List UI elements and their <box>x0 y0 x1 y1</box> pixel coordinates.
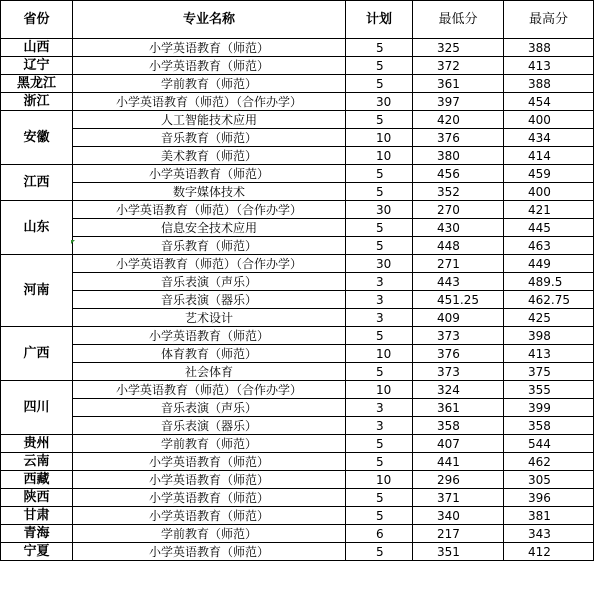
max-score-cell: 400 <box>504 111 594 129</box>
major-cell: 小学英语教育（师范） <box>73 471 346 489</box>
table-row <box>1 291 594 309</box>
header-plan: 计划 <box>346 1 413 39</box>
plan-cell: 5 <box>346 453 413 471</box>
province-cell: 云南 <box>1 453 73 471</box>
header-min-score: 最低分 <box>413 1 504 39</box>
min-score-cell: 361 <box>413 75 504 93</box>
province-cell: 广西 <box>1 327 73 381</box>
plan-cell: 5 <box>346 237 413 255</box>
max-score-cell: 463 <box>504 237 594 255</box>
plan-cell: 30 <box>346 93 413 111</box>
max-score-cell: 413 <box>504 345 594 363</box>
min-score-cell: 448 <box>413 237 504 255</box>
major-cell: 小学英语教育（师范） <box>73 453 346 471</box>
table-row <box>1 39 594 57</box>
min-score-cell: 296 <box>413 471 504 489</box>
min-score-cell: 325 <box>413 39 504 57</box>
province-cell: 贵州 <box>1 435 73 453</box>
min-score-cell: 340 <box>413 507 504 525</box>
major-cell: 小学英语教育（师范） <box>73 165 346 183</box>
major-cell: 小学英语教育（师范） <box>73 39 346 57</box>
min-score-cell: 376 <box>413 129 504 147</box>
table-row <box>1 129 594 147</box>
table-row <box>1 255 594 273</box>
min-score-cell: 380 <box>413 147 504 165</box>
min-score-cell: 456 <box>413 165 504 183</box>
plan-cell: 5 <box>346 39 413 57</box>
major-cell: 艺术设计 <box>73 309 346 327</box>
max-score-cell: 413 <box>504 57 594 75</box>
major-cell: 音乐表演（声乐） <box>73 399 346 417</box>
province-cell: 河南 <box>1 255 73 327</box>
major-cell: 小学英语教育（师范） <box>73 543 346 561</box>
max-score-cell: 449 <box>504 255 594 273</box>
table-row <box>1 219 594 237</box>
plan-cell: 5 <box>346 489 413 507</box>
table-row <box>1 435 594 453</box>
min-score-cell: 270 <box>413 201 504 219</box>
header-major: 专业名称 <box>73 1 346 39</box>
min-score-cell: 409 <box>413 309 504 327</box>
plan-cell: 5 <box>346 363 413 381</box>
major-cell: 小学英语教育（师范）（合作办学） <box>73 93 346 111</box>
plan-cell: 30 <box>346 255 413 273</box>
plan-cell: 10 <box>346 471 413 489</box>
table-row <box>1 381 594 399</box>
cell-comment-marker-icon <box>71 240 75 244</box>
max-score-cell: 462.75 <box>504 291 594 309</box>
max-score-cell: 489.5 <box>504 273 594 291</box>
max-score-cell: 400 <box>504 183 594 201</box>
min-score-cell: 376 <box>413 345 504 363</box>
max-score-cell: 445 <box>504 219 594 237</box>
min-score-cell: 324 <box>413 381 504 399</box>
table-row <box>1 93 594 111</box>
table-row <box>1 165 594 183</box>
major-cell: 信息安全技术应用 <box>73 219 346 237</box>
major-cell: 学前教育（师范） <box>73 75 346 93</box>
max-score-cell: 381 <box>504 507 594 525</box>
header-max-score: 最高分 <box>504 1 594 39</box>
max-score-cell: 454 <box>504 93 594 111</box>
min-score-cell: 373 <box>413 363 504 381</box>
table-row <box>1 111 594 129</box>
max-score-cell: 396 <box>504 489 594 507</box>
major-cell: 音乐教育（师范） <box>73 237 346 255</box>
table-row <box>1 201 594 219</box>
table-row <box>1 237 594 255</box>
min-score-cell: 358 <box>413 417 504 435</box>
min-score-cell: 441 <box>413 453 504 471</box>
province-cell: 西藏 <box>1 471 73 489</box>
table-row <box>1 399 594 417</box>
province-cell: 辽宁 <box>1 57 73 75</box>
max-score-cell: 358 <box>504 417 594 435</box>
min-score-cell: 372 <box>413 57 504 75</box>
plan-cell: 3 <box>346 399 413 417</box>
max-score-cell: 462 <box>504 453 594 471</box>
major-cell: 音乐教育（师范） <box>73 129 346 147</box>
major-cell: 小学英语教育（师范）（合作办学） <box>73 201 346 219</box>
min-score-cell: 420 <box>413 111 504 129</box>
max-score-cell: 421 <box>504 201 594 219</box>
plan-cell: 3 <box>346 291 413 309</box>
province-cell: 山西 <box>1 39 73 57</box>
max-score-cell: 412 <box>504 543 594 561</box>
province-cell: 宁夏 <box>1 543 73 561</box>
major-cell: 小学英语教育（师范） <box>73 57 346 75</box>
min-score-cell: 352 <box>413 183 504 201</box>
table-row <box>1 345 594 363</box>
plan-cell: 5 <box>346 57 413 75</box>
plan-cell: 5 <box>346 507 413 525</box>
major-cell: 学前教育（师范） <box>73 435 346 453</box>
province-cell: 黑龙江 <box>1 75 73 93</box>
plan-cell: 3 <box>346 273 413 291</box>
major-cell: 小学英语教育（师范） <box>73 327 346 345</box>
max-score-cell: 305 <box>504 471 594 489</box>
plan-cell: 5 <box>346 219 413 237</box>
max-score-cell: 375 <box>504 363 594 381</box>
min-score-cell: 451.25 <box>413 291 504 309</box>
plan-cell: 5 <box>346 183 413 201</box>
max-score-cell: 399 <box>504 399 594 417</box>
plan-cell: 10 <box>346 147 413 165</box>
province-cell: 江西 <box>1 165 73 201</box>
province-cell: 陕西 <box>1 489 73 507</box>
plan-cell: 6 <box>346 525 413 543</box>
plan-cell: 3 <box>346 417 413 435</box>
major-cell: 数字媒体技术 <box>73 183 346 201</box>
province-cell: 浙江 <box>1 93 73 111</box>
table-row <box>1 183 594 201</box>
table-row <box>1 363 594 381</box>
province-cell: 甘肃 <box>1 507 73 525</box>
table-row <box>1 507 594 525</box>
plan-cell: 10 <box>346 345 413 363</box>
plan-cell: 30 <box>346 201 413 219</box>
table-row <box>1 309 594 327</box>
min-score-cell: 217 <box>413 525 504 543</box>
max-score-cell: 434 <box>504 129 594 147</box>
table-row <box>1 327 594 345</box>
table-row <box>1 543 594 561</box>
table-row <box>1 417 594 435</box>
major-cell: 小学英语教育（师范） <box>73 489 346 507</box>
table-row <box>1 273 594 291</box>
table-row <box>1 489 594 507</box>
plan-cell: 5 <box>346 111 413 129</box>
major-cell: 小学英语教育（师范）（合作办学） <box>73 381 346 399</box>
plan-cell: 5 <box>346 75 413 93</box>
table-row <box>1 525 594 543</box>
major-cell: 学前教育（师范） <box>73 525 346 543</box>
min-score-cell: 361 <box>413 399 504 417</box>
table-row <box>1 453 594 471</box>
max-score-cell: 398 <box>504 327 594 345</box>
plan-cell: 10 <box>346 129 413 147</box>
plan-cell: 5 <box>346 165 413 183</box>
major-cell: 体育教育（师范） <box>73 345 346 363</box>
header-province: 省份 <box>1 1 73 39</box>
table-row <box>1 75 594 93</box>
major-cell: 人工智能技术应用 <box>73 111 346 129</box>
major-cell: 音乐表演（声乐） <box>73 273 346 291</box>
min-score-cell: 371 <box>413 489 504 507</box>
major-cell: 小学英语教育（师范） <box>73 507 346 525</box>
min-score-cell: 407 <box>413 435 504 453</box>
table-row <box>1 57 594 75</box>
major-cell: 美术教育（师范） <box>73 147 346 165</box>
plan-cell: 5 <box>346 327 413 345</box>
plan-cell: 5 <box>346 435 413 453</box>
major-cell: 社会体育 <box>73 363 346 381</box>
min-score-cell: 373 <box>413 327 504 345</box>
plan-cell: 10 <box>346 381 413 399</box>
province-cell: 山东 <box>1 201 73 255</box>
major-cell: 音乐表演（器乐） <box>73 417 346 435</box>
max-score-cell: 343 <box>504 525 594 543</box>
plan-cell: 3 <box>346 309 413 327</box>
major-cell: 小学英语教育（师范）（合作办学） <box>73 255 346 273</box>
table-row <box>1 147 594 165</box>
province-cell: 青海 <box>1 525 73 543</box>
max-score-cell: 388 <box>504 75 594 93</box>
max-score-cell: 414 <box>504 147 594 165</box>
major-cell: 音乐表演（器乐） <box>73 291 346 309</box>
table-body <box>1 39 594 561</box>
min-score-cell: 271 <box>413 255 504 273</box>
plan-cell: 5 <box>346 543 413 561</box>
table-header <box>1 1 594 39</box>
min-score-cell: 351 <box>413 543 504 561</box>
max-score-cell: 355 <box>504 381 594 399</box>
province-cell: 安徽 <box>1 111 73 165</box>
min-score-cell: 430 <box>413 219 504 237</box>
max-score-cell: 544 <box>504 435 594 453</box>
province-cell: 四川 <box>1 381 73 435</box>
max-score-cell: 425 <box>504 309 594 327</box>
table-row <box>1 471 594 489</box>
min-score-cell: 397 <box>413 93 504 111</box>
header-row <box>1 1 594 39</box>
max-score-cell: 388 <box>504 39 594 57</box>
max-score-cell: 459 <box>504 165 594 183</box>
min-score-cell: 443 <box>413 273 504 291</box>
